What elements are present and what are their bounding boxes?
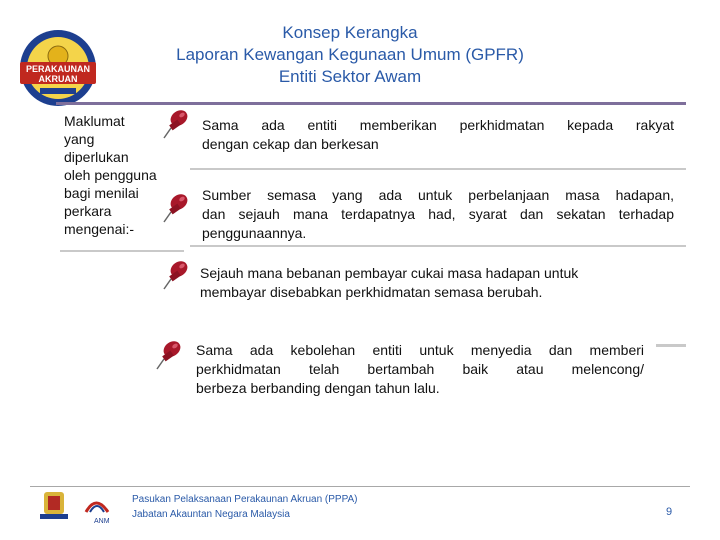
point-line: Sejauh mana bebanan pembayar cukai masa hadapan untuk (200, 265, 579, 281)
logo-text-bottom: AKRUAN (38, 74, 78, 84)
footer-text (132, 492, 358, 522)
point-2 (202, 186, 674, 243)
left-label-divider (60, 250, 184, 252)
perakaunan-akruan-logo (16, 26, 100, 110)
pushpin-icon (162, 190, 192, 224)
point-line: perkhidmatan telah bertambah baik atau melencong/ (196, 361, 644, 377)
point-line: membayar disebabkan perkhidmatan semasa berubah. (200, 284, 543, 300)
left-label-line: oleh pengguna (64, 167, 157, 183)
divider-3 (656, 344, 686, 347)
point-line: Sumber semasa yang ada untuk perbelanjaan masa hadapan, (202, 187, 674, 203)
point-line: Sama ada entiti memberikan perkhidmatan kepada rakyat (202, 117, 674, 133)
footer-rule (30, 486, 690, 487)
footer-line-2: Jabatan Akauntan Negara Malaysia (132, 509, 290, 520)
point-line: dengan cekap dan berkesan (202, 136, 379, 152)
left-label-line: yang (64, 131, 95, 147)
left-label-line: diperlukan (64, 149, 129, 165)
point-line: berbeza berbanding dengan tahun lalu. (196, 380, 440, 396)
point-3 (200, 264, 660, 302)
title-rule (56, 102, 686, 105)
left-label-line: bagi menilai (64, 185, 139, 201)
logo-text-top: PERAKAUNAN (25, 64, 91, 74)
pushpin-icon (162, 106, 192, 140)
footer-line-1: Pasukan Pelaksanaan Perakaunan Akruan (PPPA) (132, 494, 358, 505)
page-number: 9 (666, 506, 673, 518)
pushpin-icon (155, 337, 185, 371)
divider-2 (190, 245, 686, 247)
point-4 (196, 341, 644, 398)
pushpin-icon (162, 257, 192, 291)
title-line-3: Entiti Sektor Awam (278, 67, 422, 86)
point-1 (202, 116, 674, 154)
footer-logos (34, 486, 124, 526)
slide-title (120, 22, 580, 88)
divider-1 (190, 168, 686, 170)
point-line: penggunaannya. (202, 225, 307, 241)
title-line-2: Laporan Kewangan Kegunaan Umum (GPFR) (176, 45, 524, 64)
left-label-line: mengenai:- (64, 221, 135, 237)
coat-of-arms-icon (40, 492, 68, 519)
point-line: dan sejauh mana terdapatnya had, syarat dan sekatan terhadap (202, 206, 674, 222)
footer-logo-text: ANM (94, 518, 110, 525)
title-line-1: Konsep Kerangka (282, 23, 418, 42)
anm-logo-icon (86, 503, 108, 512)
left-label-line: Maklumat (64, 113, 125, 129)
left-label-line: perkara (64, 203, 112, 219)
point-line: Sama ada kebolehan entiti untuk menyedia dan memberi (196, 342, 644, 358)
